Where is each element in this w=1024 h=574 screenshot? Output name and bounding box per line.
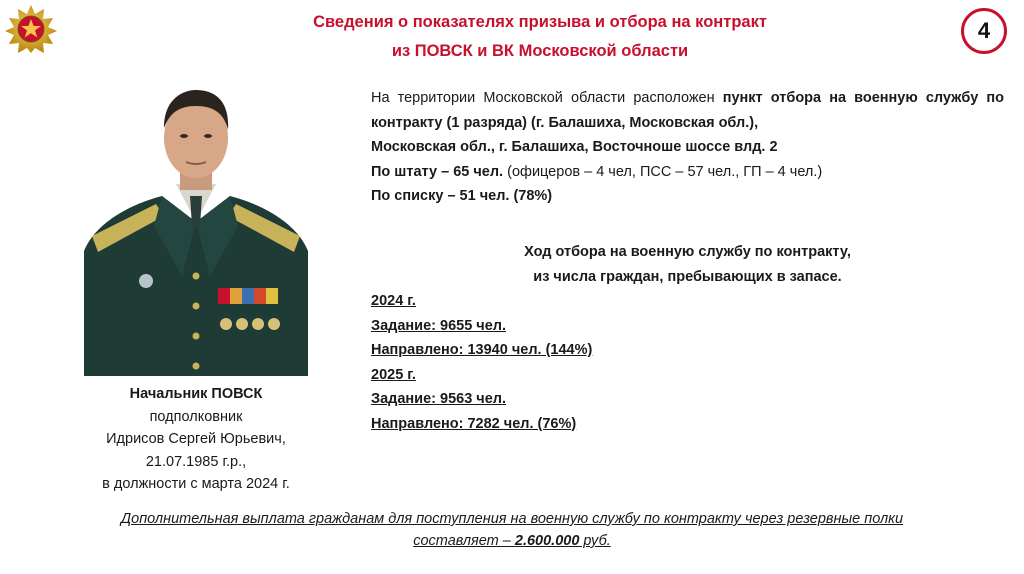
selection-stats <box>371 289 771 436</box>
army-star-emblem-icon <box>4 4 58 54</box>
portrait-photo <box>84 76 308 376</box>
rank: подполковник <box>149 408 243 425</box>
footer-pre-text: составляет – <box>413 533 515 549</box>
year-2025-label: 2025 г. <box>371 366 416 383</box>
year-2024-sent: Направлено: 13940 чел. (144%) <box>371 342 593 358</box>
footer-line-1: Дополнительная выплата гражданам для поступления на военную службу по контракту через резервные полки <box>120 511 904 527</box>
year-2024-label: 2024 г. <box>371 293 416 309</box>
selection-heading-line-2: из числа граждан, пребывающих в запасе. <box>533 269 842 285</box>
footer-line-2 <box>20 530 1004 552</box>
staff-line <box>371 160 1004 185</box>
footer-post-text: руб. <box>579 533 611 549</box>
payment-amount: 2.600.000 <box>514 533 580 549</box>
location-plain-text: На территории Московской области расположен <box>371 90 723 106</box>
year-2025-task: Задание: 9563 чел. <box>371 391 507 407</box>
address-text: Московская обл., г. Балашиха, Восточноше шоссе влд. 2 <box>371 139 778 155</box>
year-2024-task: Задание: 9655 чел. <box>371 317 507 334</box>
in-office-since: в должности с марта 2024 г. <box>102 476 290 492</box>
page-number-badge: 4 <box>961 8 1007 54</box>
list-count-text: По списку – 51 чел. (78%) <box>371 188 553 204</box>
staff-plain-text: (офицеров – 4 чел, ПСС – 57 чел., ГП – 4 чел.) <box>503 163 823 180</box>
page-title <box>260 8 820 66</box>
location-bold-text: пункт отбора на военную службу по контракту (1 разряда) (г. Балашиха, Московская обл.), <box>371 90 1004 131</box>
location-paragraph <box>371 86 1004 135</box>
payment-footer <box>20 508 1004 552</box>
staff-bold-text: По штату – 65 чел. <box>371 163 504 180</box>
title-line-2: из ПОВСК и ВК Московской области <box>391 42 689 60</box>
birth-date: 21.07.1985 г.р., <box>145 453 247 470</box>
selection-heading-line-1: Ход отбора на военную службу по контракту, <box>524 244 851 260</box>
portrait-caption <box>66 383 326 496</box>
year-2025-sent: Направлено: 7282 чел. (76%) <box>371 415 577 432</box>
position-title: Начальник ПОВСК <box>129 386 263 402</box>
info-block <box>371 86 1004 209</box>
title-line-1: Сведения о показателях призыва и отбора на контракт <box>313 13 767 31</box>
person-name: Идрисов Сергей Юрьевич, <box>106 431 286 447</box>
selection-heading <box>371 240 1004 290</box>
